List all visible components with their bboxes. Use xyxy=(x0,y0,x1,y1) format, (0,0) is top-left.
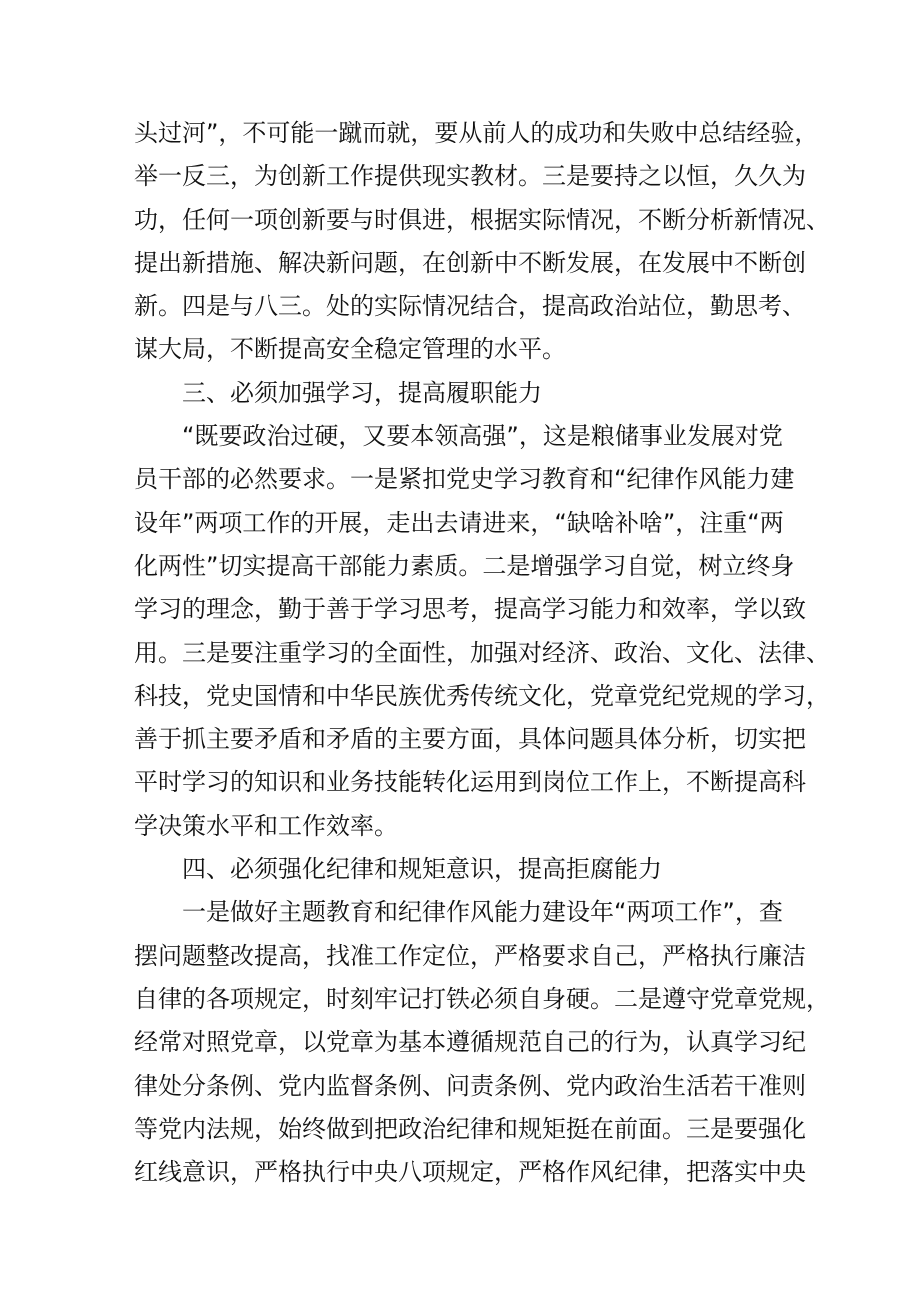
paragraph-line: 一是做好主题教育和纪律作风能力建设年“两项工作”，查 xyxy=(182,898,783,927)
paragraph-line: 自律的各项规定，时刻牢记打铁必须自身硬。二是遵守党章党规， xyxy=(134,984,830,1013)
paragraph-line: 设年”两项工作的开展，走出去请进来，“缺啥补啥”，注重“两 xyxy=(134,508,784,537)
paragraph-line: 等党内法规，始终做到把政治纪律和规矩挺在前面。三是要强化 xyxy=(134,1114,806,1143)
document-body xyxy=(134,112,830,1194)
paragraph-line: 律处分条例、党内监督条例、问责条例、党内政治生活若干准则 xyxy=(134,1071,806,1100)
paragraph-line: 提出新措施、解决新问题，在创新中不断发展，在发展中不断创 xyxy=(134,248,806,277)
paragraph-line: 学决策水平和工作效率。 xyxy=(134,811,398,840)
paragraph-line: 学习的理念，勤于善于学习思考，提高学习能力和效率，学以致 xyxy=(134,595,806,624)
paragraph-line: 红线意识，严格执行中央八项规定，严格作风纪律，把落实中央 xyxy=(134,1158,806,1187)
paragraph-line: 员干部的必然要求。一是紧扣党史学习教育和“纪律作风能力建 xyxy=(134,465,795,494)
paragraph-line: 善于抓主要矛盾和矛盾的主要方面，具体问题具体分析，切实把 xyxy=(134,725,806,754)
paragraph-line: 举一反三，为创新工作提供现实教材。三是要持之以恒，久久为 xyxy=(134,162,806,191)
paragraph-line: 谋大局，不断提高安全稳定管理的水平。 xyxy=(134,335,566,364)
section-heading: 三、必须加强学习，提高履职能力 xyxy=(182,378,542,407)
paragraph-line: 新。四是与八三。处的实际情况结合，提高政治站位，勤思考、 xyxy=(134,292,806,321)
paragraph-line: 头过河”，不可能一蹴而就，要从前人的成功和失败中总结经验， xyxy=(134,119,819,147)
paragraph-line: 用。三是要注重学习的全面性，加强对经济、政治、文化、法律、 xyxy=(134,638,830,667)
paragraph-line: 经常对照党章，以党章为基本遵循规范自己的行为，认真学习纪 xyxy=(134,1028,806,1057)
paragraph-line: “既要政治过硬，又要本领高强”，这是粮储事业发展对党 xyxy=(182,422,783,451)
paragraph-line: 功，任何一项创新要与时俱进，根据实际情况，不断分析新情况、 xyxy=(134,205,830,234)
paragraph-line: 科技，党史国情和中华民族优秀传统文化，党章党纪党规的学习， xyxy=(134,681,830,710)
section-heading: 四、必须强化纪律和规矩意识，提高拒腐能力 xyxy=(182,855,662,884)
paragraph-line: 摆问题整改提高，找准工作定位，严格要求自己，严格执行廉洁 xyxy=(134,941,806,970)
paragraph-line: 平时学习的知识和业务技能转化运用到岗位工作上，不断提高科 xyxy=(134,768,806,797)
paragraph-line: 化两性”切实提高干部能力素质。二是增强学习自觉，树立终身 xyxy=(134,551,795,580)
